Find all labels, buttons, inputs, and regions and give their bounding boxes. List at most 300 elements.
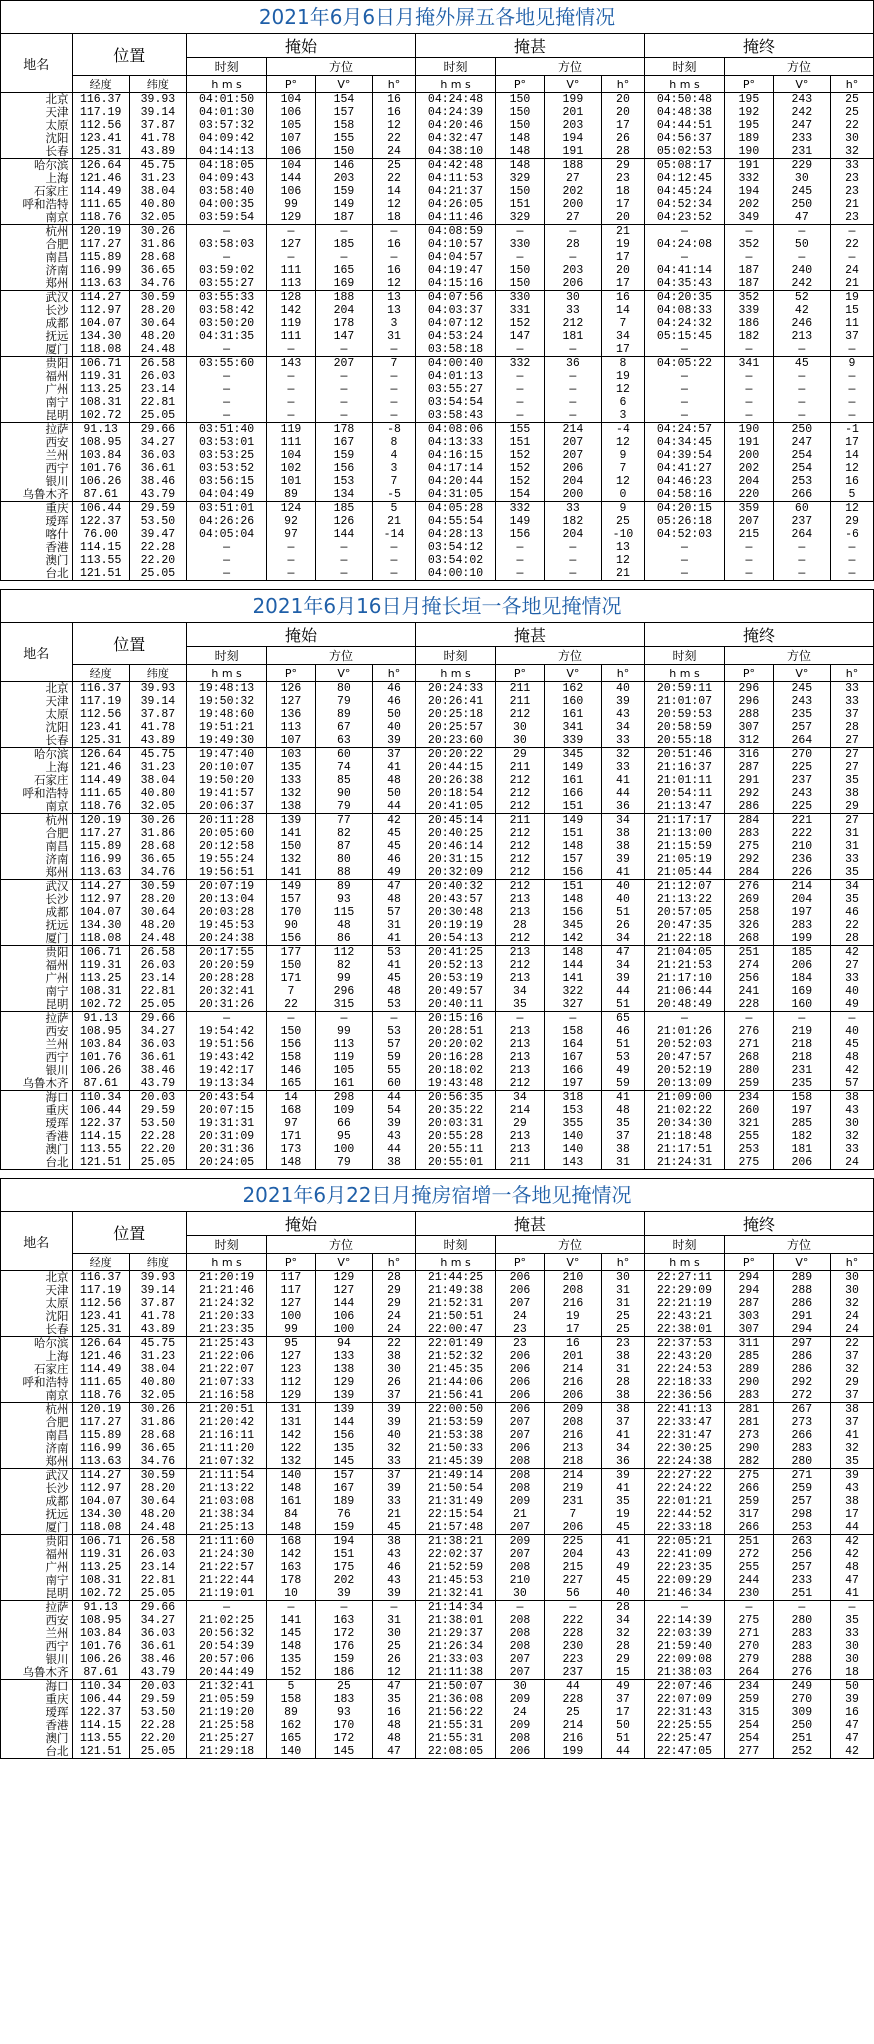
column-11 [644,1403,724,1469]
table-cell: 113 [280,721,302,734]
column-8 [496,880,545,946]
table-cell: 213 [562,1442,584,1455]
table-cell: 04:38:10 [427,145,484,158]
start-time-header: 时刻 [187,1236,267,1254]
table-cell: 32.05 [140,800,176,813]
column-3 [187,1012,267,1091]
table-cell: 22:27:11 [656,1271,713,1284]
column-11 [644,1601,724,1680]
table-cell: 119.31 [79,370,122,383]
table-cell: — [390,1601,398,1614]
table-cell: 21:20:42 [198,1416,255,1429]
table-cell: 04:20:15 [656,502,713,515]
place-name: 福州 [45,959,69,972]
place-name: 长春 [45,145,69,158]
table-cell: — [223,383,231,396]
table-cell: 182 [791,1130,813,1143]
table-cell: 20:05:60 [198,827,255,840]
table-cell: 04:34:45 [656,436,713,449]
end-header: 掩终 [644,623,873,647]
table-cell: 22 [845,238,859,251]
table-cell: 20:59:53 [656,708,713,721]
end-hms-header: h m s [644,665,724,682]
table-cell: 22 [387,132,401,145]
table-cell: 199 [791,932,813,945]
longitude-header: 经度 [72,1254,129,1271]
table-cell: 115 [333,906,355,919]
table-cell: 290 [738,1442,760,1455]
table-cell: 163 [280,1561,302,1574]
column-0 [1,1091,73,1170]
table-cell: — [340,1601,348,1614]
table-cell: 201 [562,106,584,119]
column-14 [830,423,873,502]
table-cell: 21:44:06 [427,1376,484,1389]
table-cell: — [223,370,231,383]
column-14 [830,682,873,748]
table-cell: — [390,409,398,422]
table-cell: 21 [845,198,859,211]
table-cell: 50 [845,1680,859,1693]
table-cell: 150 [509,277,531,290]
column-14 [830,814,873,880]
table-cell: 204 [562,528,584,541]
table-cell: 31.86 [140,1416,176,1429]
place-name: 南昌 [45,1429,69,1442]
data-grid [0,622,874,1170]
table-cell: 156 [280,1038,302,1051]
table-cell: — [798,370,806,383]
table-cell: 26.03 [140,370,176,383]
column-9 [544,1012,601,1091]
table-cell: 27 [845,734,859,747]
column-4 [267,880,316,946]
place-name: 海口 [45,1680,69,1693]
table-cell: 53.50 [140,1117,176,1130]
table-cell: 202 [333,1574,355,1587]
table-cell: 40 [616,893,630,906]
table-cell: 144 [333,528,355,541]
table-cell: 21:33:03 [427,1653,484,1666]
table-cell: 103.84 [79,1038,122,1051]
table-cell: 22:24:38 [656,1455,713,1468]
table-cell: 231 [791,1064,813,1077]
table-cell: 22:30:25 [656,1442,713,1455]
table-cell: 3 [619,409,627,422]
column-7 [415,1271,495,1337]
table-cell: 142 [280,1548,302,1561]
table-cell: 234 [738,1091,760,1104]
table-cell: 281 [738,1403,760,1416]
table-cell: 208 [509,1561,531,1574]
table-cell: 26 [387,1376,401,1389]
table-cell: 22:41:09 [656,1548,713,1561]
table-cell: 45.75 [140,1337,176,1350]
table-cell: 146 [333,159,355,172]
table-cell: 206 [509,1284,531,1297]
table-cell: 283 [791,1442,813,1455]
place-name: 喀什 [45,528,69,541]
table-cell: 20:28:51 [427,1025,484,1038]
table-cell: 118.08 [79,343,122,356]
column-0 [1,880,73,946]
table-cell: 53 [616,1051,630,1064]
table-cell: 45.75 [140,159,176,172]
table-cell: 111 [280,330,302,343]
table-cell: 123.41 [79,132,122,145]
table-cell: — [681,396,688,409]
table-cell: 210 [509,1574,531,1587]
column-3 [187,880,267,946]
table-cell: 186 [738,317,760,330]
table-cell: 31.86 [140,827,176,840]
column-13 [773,1469,830,1535]
table-cell: — [390,396,398,409]
table-cell: 163 [333,1614,355,1627]
max-v-header: V° [544,665,601,682]
table-cell: 6 [619,396,627,409]
table-cell: 161 [562,708,584,721]
table-cell: 41 [387,932,401,945]
table-cell: 204 [333,304,355,317]
table-cell: 32.05 [140,211,176,224]
table-cell: 208 [509,1614,531,1627]
table-cell: 8 [390,436,398,449]
table-cell: — [223,1012,231,1025]
table-cell: 21:13:00 [656,827,713,840]
table-cell: 5 [390,502,398,515]
column-6 [373,1680,416,1759]
table-cell: 40.80 [140,1376,176,1389]
table-cell: 20:55:28 [427,1130,484,1143]
table-cell: 21:31:49 [427,1495,484,1508]
table-cell: 29 [616,1653,630,1666]
table-cell: 286 [791,1297,813,1310]
table-cell: 87 [337,840,351,853]
table-cell: 90 [337,787,351,800]
place-name: 银川 [45,475,69,488]
table-cell: 213 [509,1038,531,1051]
table-cell: 04:04:57 [427,251,484,264]
column-3 [187,357,267,423]
table-cell: 44 [616,1745,630,1758]
max-p-header: P° [496,665,545,682]
table-cell: — [340,567,348,580]
column-2 [129,357,186,423]
place-name: 厦门 [45,1521,69,1534]
table-cell: 36.61 [140,462,176,475]
table-cell: 33 [845,1627,859,1640]
column-9 [544,1680,601,1759]
max-v-header: V° [544,76,601,93]
table-cell: 21:21:46 [198,1284,255,1297]
table-cell: 33 [845,695,859,708]
table-cell: 04:08:33 [656,304,713,317]
table-cell: 192 [738,106,760,119]
table-cell: 155 [509,423,531,436]
column-10 [602,946,645,1012]
table-cell: 31.86 [140,238,176,251]
table-cell: 21:20:19 [198,1271,255,1284]
table-cell: 206 [562,1521,584,1534]
table-cell: 20:44:15 [427,761,484,774]
table-cell: — [745,1012,753,1025]
table-cell: 20:31:09 [198,1130,255,1143]
table-cell: 141 [562,972,584,985]
table-cell: 264 [738,1666,760,1679]
row-group [1,880,874,946]
table-cell: 20:26:41 [427,695,484,708]
table-cell: 16 [387,93,401,106]
place-name: 长春 [45,734,69,747]
place-name: 香港 [45,541,69,554]
table-cell: 208 [509,1640,531,1653]
row-group [1,1680,874,1759]
table-cell: 34 [616,814,630,827]
row-group [1,93,874,159]
table-cell: 20:56:32 [198,1627,255,1640]
place-name: 瑷珲 [45,515,69,528]
column-12 [725,1337,774,1403]
table-cell: 144 [333,1416,355,1429]
table-cell: 275 [738,1469,760,1482]
table-cell: 247 [791,436,813,449]
place-name: 呼和浩特 [22,787,69,800]
column-0 [1,1469,73,1535]
max-time-header: 时刻 [415,647,495,665]
table-cell: 23 [513,1337,527,1350]
table-cell: 116.37 [79,1271,122,1284]
table-cell: 20:41:05 [427,800,484,813]
table-cell: 38 [616,1403,630,1416]
place-name: 上海 [45,172,69,185]
table-cell: 150 [280,959,302,972]
column-0 [1,946,73,1012]
place-name: 南京 [45,800,69,813]
longitude-header: 经度 [72,665,129,682]
table-cell: 0 [619,488,627,501]
table-cell: 228 [738,998,760,1011]
table-cell: 181 [562,330,584,343]
table-cell: 04:45:24 [656,185,713,198]
table-cell: 43 [387,1130,401,1143]
table-cell: 89 [284,1706,298,1719]
table-cell: 23 [616,172,630,185]
table-cell: 111 [280,264,302,277]
table-cell: 14 [387,185,401,198]
table-cell: 256 [791,1548,813,1561]
table-cell: 117 [280,1271,302,1284]
table-cell: 12 [616,383,630,396]
start-hms-header: h m s [187,665,267,682]
table-cell: 226 [791,866,813,879]
table-cell: 272 [738,1548,760,1561]
table-cell: 276 [791,1666,813,1679]
table-cell: 290 [738,1376,760,1389]
place-name: 长沙 [45,304,69,317]
table-cell: 27 [845,748,859,761]
table-cell: 125.31 [79,1323,122,1336]
table-cell: 21:38:34 [198,1508,255,1521]
table-cell: 280 [791,1455,813,1468]
table-cell: 22:02:37 [427,1548,484,1561]
table-cell: 291 [738,774,760,787]
table-cell: 47 [845,1732,859,1745]
table-cell: 231 [562,1495,584,1508]
table-cell: 21:22:18 [656,932,713,945]
column-14 [830,502,873,581]
table-cell: 169 [791,985,813,998]
column-8 [496,1469,545,1535]
table-cell: 118.76 [79,800,122,813]
table-cell: 203 [562,119,584,132]
table-cell: 117.19 [79,695,122,708]
table-cell: 155 [333,132,355,145]
table-cell: 53 [387,998,401,1011]
table-cell: 134 [333,488,355,501]
table-cell: 181 [791,1143,813,1156]
table-cell: 22:09:29 [656,1574,713,1587]
place-header: 地名 [1,1212,73,1271]
column-14 [830,880,873,946]
table-cell: 20:51:46 [656,748,713,761]
table-cell: 04:24:48 [427,93,484,106]
place-name: 广州 [45,1561,69,1574]
end-v-header: V° [773,1254,830,1271]
table-cell: 141 [280,827,302,840]
table-cell: 106.44 [79,1104,122,1117]
table-cell: 33 [845,1143,859,1156]
column-10 [602,291,645,357]
table-cell: 203 [562,264,584,277]
table-cell: 118.76 [79,1389,122,1402]
table-cell: — [287,251,295,264]
end-h-header: h° [830,76,873,93]
column-14 [830,1091,873,1170]
table-cell: 149 [280,880,302,893]
table-cell: 207 [562,449,584,462]
table-cell: 04:18:05 [198,159,255,172]
column-2 [129,1680,186,1759]
table-cell: 167 [333,1482,355,1495]
table-cell: 12 [616,475,630,488]
table-cell: 206 [562,462,584,475]
max-direction-header: 方位 [496,58,645,76]
table-cell: 49 [387,866,401,879]
table-cell: 222 [562,1614,584,1627]
table-cell: 40.80 [140,787,176,800]
table-cell: 51 [616,998,630,1011]
table-cell: 60 [387,1077,401,1090]
column-11 [644,682,724,748]
table-cell: 19 [616,238,630,251]
place-name: 长春 [45,1323,69,1336]
table-cell: 57 [387,1038,401,1051]
table-cell: 106 [280,145,302,158]
table-cell: 45 [616,1521,630,1534]
table-cell: — [848,370,856,383]
table-cell: 43 [845,1104,859,1117]
table-cell: 21:50:33 [427,1442,484,1455]
table-cell: 148 [562,893,584,906]
table-cell: 208 [562,1416,584,1429]
start-header: 掩始 [187,623,416,647]
table-cell: 20:20:02 [427,1038,484,1051]
table-cell: 129 [280,211,302,224]
column-4 [267,1535,316,1601]
table-cell: 195 [738,119,760,132]
column-4 [267,159,316,225]
table-cell: 114.27 [79,880,122,893]
table-cell: 157 [562,853,584,866]
table-cell: 134.30 [79,1508,122,1521]
table-cell: 36.03 [140,1038,176,1051]
start-p-header: P° [267,76,316,93]
table-cell: 04:46:23 [656,475,713,488]
start-h-header: h° [373,1254,416,1271]
table-cell: 37.87 [140,1297,176,1310]
table-cell: 175 [333,1561,355,1574]
table-cell: 57 [387,906,401,919]
table-cell: 172 [333,1627,355,1640]
table-cell: 13 [387,291,401,304]
column-13 [773,1091,830,1170]
place-name: 沈阳 [45,721,69,734]
table-cell: 318 [562,1091,584,1104]
table-cell: 22:21:19 [656,1297,713,1310]
table-cell: 254 [791,462,813,475]
column-14 [830,225,873,291]
place-name: 兰州 [45,1627,69,1640]
table-cell: 206 [791,1156,813,1169]
table-cell: 213 [791,330,813,343]
table-cell: 136 [280,708,302,721]
table-cell: 16 [387,238,401,251]
place-name: 拉萨 [45,1601,69,1614]
table-cell: 303 [738,1310,760,1323]
table-cell: 03:51:01 [198,502,255,515]
table-cell: 202 [738,198,760,211]
place-name: 南京 [45,1389,69,1402]
table-cell: 20.03 [140,1680,176,1693]
place-name: 抚远 [45,330,69,343]
table-cell: — [340,383,348,396]
table-spacer [0,581,874,589]
table-cell: 189 [738,132,760,145]
table-cell: 21:49:38 [427,1284,484,1297]
column-1 [72,291,129,357]
column-3 [187,682,267,748]
table-cell: — [287,1601,295,1614]
table-cell: 35 [513,998,527,1011]
column-3 [187,225,267,291]
table-cell: 22:37:53 [656,1337,713,1350]
table-cell: 34 [513,985,527,998]
table-cell: 20:28:28 [198,972,255,985]
table-cell: 270 [791,748,813,761]
table-cell: 151 [562,800,584,813]
table-cell: 213 [509,1064,531,1077]
table-cell: 315 [738,1706,760,1719]
table-cell: 211 [509,761,531,774]
table-cell: 12 [387,119,401,132]
column-14 [830,1403,873,1469]
column-5 [315,502,372,581]
table-cell: 48 [387,893,401,906]
column-12 [725,946,774,1012]
table-cell: 349 [738,211,760,224]
table-cell: 20:23:60 [427,734,484,747]
